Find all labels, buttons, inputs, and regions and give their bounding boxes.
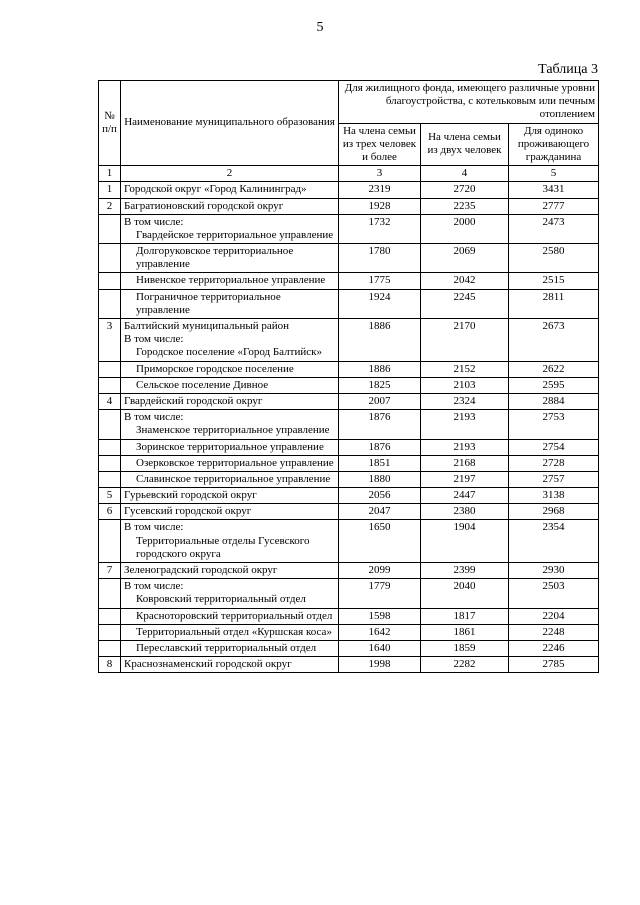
row-value-v4: 2193	[421, 410, 509, 439]
row-name-text: Славинское территориальное управление	[136, 472, 331, 485]
row-name-text: Сельское поселение Дивное	[136, 378, 269, 391]
row-name-text: Территориальный отдел «Куршская коса»	[136, 625, 332, 638]
row-name-text: Пограничное территориальное управление	[136, 290, 281, 316]
col-number: 5	[509, 166, 599, 182]
row-number	[99, 640, 121, 656]
row-value-v5: 2204	[509, 608, 599, 624]
col-number: 2	[121, 166, 339, 182]
table-row	[99, 361, 599, 377]
row-name-text: Балтийский муниципальный район	[124, 320, 290, 332]
row-name	[121, 439, 339, 455]
row-name	[121, 657, 339, 673]
row-name	[121, 624, 339, 640]
row-value-v5: 2754	[509, 439, 599, 455]
row-value-v3: 1732	[339, 214, 421, 243]
row-value-v5: 2622	[509, 361, 599, 377]
row-value-v3: 1851	[339, 455, 421, 471]
col-number: 3	[339, 166, 421, 182]
row-value-v3: 1779	[339, 579, 421, 608]
row-value-v4: 2000	[421, 214, 509, 243]
table-row	[99, 504, 599, 520]
header-col5: Для одиноко проживающего гражданина	[509, 123, 599, 166]
row-name	[121, 471, 339, 487]
row-name	[121, 393, 339, 409]
row-number	[99, 579, 121, 608]
table-row	[99, 182, 599, 198]
row-number: 2	[99, 198, 121, 214]
row-name	[121, 504, 339, 520]
row-value-v5: 2515	[509, 273, 599, 289]
row-value-v5: 2777	[509, 198, 599, 214]
row-value-v3: 1825	[339, 377, 421, 393]
row-number	[99, 273, 121, 289]
row-value-v4: 2447	[421, 488, 509, 504]
row-name-text: Нивенское территориальное управление	[136, 274, 326, 287]
row-value-v4: 2152	[421, 361, 509, 377]
row-name-text: Городской округ «Город Калининград»	[124, 183, 307, 196]
table-label: Таблица 3	[538, 62, 598, 77]
table-row	[99, 657, 599, 673]
row-number: 1	[99, 182, 121, 198]
row-name	[121, 182, 339, 198]
row-value-v3: 2047	[339, 504, 421, 520]
row-number: 5	[99, 488, 121, 504]
row-value-v5: 2785	[509, 657, 599, 673]
row-value-v3: 1998	[339, 657, 421, 673]
row-value-v3: 1924	[339, 289, 421, 318]
row-name-text: Гвардейское территориальное управление	[136, 228, 334, 241]
row-value-v5: 2884	[509, 393, 599, 409]
row-value-v4: 2193	[421, 439, 509, 455]
row-value-v5: 2503	[509, 579, 599, 608]
row-value-v3: 1886	[339, 361, 421, 377]
row-name	[121, 520, 339, 563]
row-name-text: Гурьевский городской округ	[124, 489, 257, 502]
row-number: 8	[99, 657, 121, 673]
row-value-v5: 2968	[509, 504, 599, 520]
row-name-text: Ковровский территориальный отдел	[136, 593, 306, 606]
row-value-v3: 1780	[339, 244, 421, 273]
row-number	[99, 361, 121, 377]
row-number	[99, 410, 121, 439]
row-name	[121, 214, 339, 243]
row-name	[121, 608, 339, 624]
row-value-v3: 2319	[339, 182, 421, 198]
row-value-v3: 2007	[339, 393, 421, 409]
table-row	[99, 579, 599, 608]
row-name-text: Долгоруковское территориальное управление	[136, 245, 294, 271]
table-row	[99, 563, 599, 579]
row-name	[121, 361, 339, 377]
row-value-v3: 1876	[339, 439, 421, 455]
table-row	[99, 488, 599, 504]
row-value-v5: 2753	[509, 410, 599, 439]
row-name	[121, 244, 339, 273]
row-value-v5: 2728	[509, 455, 599, 471]
table-row	[99, 455, 599, 471]
row-value-v5: 2246	[509, 640, 599, 656]
row-name	[121, 488, 339, 504]
row-value-v3: 1928	[339, 198, 421, 214]
subgroup-label: В том числе:	[124, 521, 184, 534]
row-number	[99, 439, 121, 455]
row-value-v5: 2595	[509, 377, 599, 393]
row-name	[121, 377, 339, 393]
row-name	[121, 640, 339, 656]
row-value-v3: 1880	[339, 471, 421, 487]
row-number	[99, 455, 121, 471]
row-value-v4: 2170	[421, 319, 509, 362]
row-name	[121, 273, 339, 289]
row-value-v4: 2245	[421, 289, 509, 318]
row-name-text: Знаменское территориальное управление	[136, 424, 330, 437]
row-value-v4: 1859	[421, 640, 509, 656]
row-value-v3: 1642	[339, 624, 421, 640]
table-row	[99, 273, 599, 289]
row-value-v4: 2399	[421, 563, 509, 579]
table-row	[99, 471, 599, 487]
row-number: 3	[99, 319, 121, 362]
tariff-table	[98, 80, 599, 673]
row-number: 6	[99, 504, 121, 520]
row-value-v4: 1817	[421, 608, 509, 624]
header-col3: На члена семьи из трех человек и более	[339, 123, 421, 166]
row-name	[121, 579, 339, 608]
row-value-v5: 3138	[509, 488, 599, 504]
row-value-v5: 2673	[509, 319, 599, 362]
row-name-text: Красноторовский территориальный отдел	[136, 609, 333, 622]
subgroup-label: В том числе:	[124, 411, 184, 424]
row-value-v5: 2757	[509, 471, 599, 487]
row-value-v4: 1861	[421, 624, 509, 640]
row-number: 4	[99, 393, 121, 409]
subgroup-label: В том числе:	[124, 215, 184, 228]
row-name	[121, 455, 339, 471]
table-row	[99, 319, 599, 362]
header-col4: На члена семьи из двух человек	[421, 123, 509, 166]
row-value-v3: 1650	[339, 520, 421, 563]
table-row	[99, 214, 599, 243]
table-row	[99, 393, 599, 409]
row-name-text: Приморское городское поселение	[136, 362, 294, 375]
row-value-v4: 2235	[421, 198, 509, 214]
row-number	[99, 289, 121, 318]
col-number: 4	[421, 166, 509, 182]
row-value-v4: 2380	[421, 504, 509, 520]
row-name-text: Озерковское территориальное управление	[136, 456, 334, 469]
row-value-v3: 1598	[339, 608, 421, 624]
table-row	[99, 640, 599, 656]
table-row	[99, 244, 599, 273]
header-name: Наименование муниципального образования	[121, 81, 339, 166]
table-row	[99, 520, 599, 563]
row-value-v5: 2811	[509, 289, 599, 318]
row-value-v4: 2720	[421, 182, 509, 198]
row-name-text: Территориальные отделы Гусевского городского округа	[136, 534, 310, 560]
row-number	[99, 377, 121, 393]
row-number: 7	[99, 563, 121, 579]
subgroup-label: В том числе:	[124, 580, 184, 593]
page-number: 5	[316, 20, 324, 35]
col-number: 1	[99, 166, 121, 182]
row-value-v4: 2324	[421, 393, 509, 409]
row-value-v4: 2197	[421, 471, 509, 487]
row-sub-name: Городское поселение «Город Балтийск»	[136, 346, 322, 359]
header-no: № п/п	[99, 81, 121, 166]
row-name-text: Зоринское территориальное управление	[136, 440, 324, 453]
row-value-v3: 1775	[339, 273, 421, 289]
row-number	[99, 520, 121, 563]
row-value-v4: 2040	[421, 579, 509, 608]
row-value-v5: 2930	[509, 563, 599, 579]
row-value-v5: 2473	[509, 214, 599, 243]
row-name-text: Переславский территориальный отдел	[136, 641, 317, 654]
table-row	[99, 410, 599, 439]
row-name-text: Гвардейский городской округ	[124, 394, 263, 407]
row-value-v4: 1904	[421, 520, 509, 563]
row-value-v3: 1640	[339, 640, 421, 656]
row-value-v4: 2168	[421, 455, 509, 471]
row-value-v3: 1886	[339, 319, 421, 362]
row-value-v5: 3431	[509, 182, 599, 198]
table-row	[99, 624, 599, 640]
row-value-v3: 2099	[339, 563, 421, 579]
row-value-v5: 2580	[509, 244, 599, 273]
row-name-text: Гусевский городской округ	[124, 505, 252, 518]
row-value-v5: 2354	[509, 520, 599, 563]
row-name-text: Багратионовский городской округ	[124, 199, 284, 212]
table-row	[99, 439, 599, 455]
row-number	[99, 624, 121, 640]
table-row	[99, 377, 599, 393]
table-row	[99, 198, 599, 214]
row-value-v4: 2069	[421, 244, 509, 273]
row-name	[121, 319, 339, 362]
row-number	[99, 608, 121, 624]
row-name-text: Краснознаменский городской округ	[124, 658, 292, 671]
row-value-v3: 2056	[339, 488, 421, 504]
table-row	[99, 289, 599, 318]
row-name	[121, 289, 339, 318]
table-row	[99, 608, 599, 624]
row-value-v5: 2248	[509, 624, 599, 640]
row-number	[99, 471, 121, 487]
subgroup-label: В том числе:	[124, 333, 184, 346]
row-name	[121, 410, 339, 439]
column-number-row	[99, 166, 599, 182]
row-number	[99, 244, 121, 273]
header-group: Для жилищного фонда, имеющего различные уровни благоустройства, с котельковым или печным отоплением	[339, 81, 599, 124]
row-number	[99, 214, 121, 243]
row-value-v4: 2042	[421, 273, 509, 289]
row-name	[121, 563, 339, 579]
row-name-text: Зеленоградский городской округ	[124, 564, 278, 576]
row-value-v4: 2103	[421, 377, 509, 393]
row-value-v3: 1876	[339, 410, 421, 439]
row-name	[121, 198, 339, 214]
row-value-v4: 2282	[421, 657, 509, 673]
